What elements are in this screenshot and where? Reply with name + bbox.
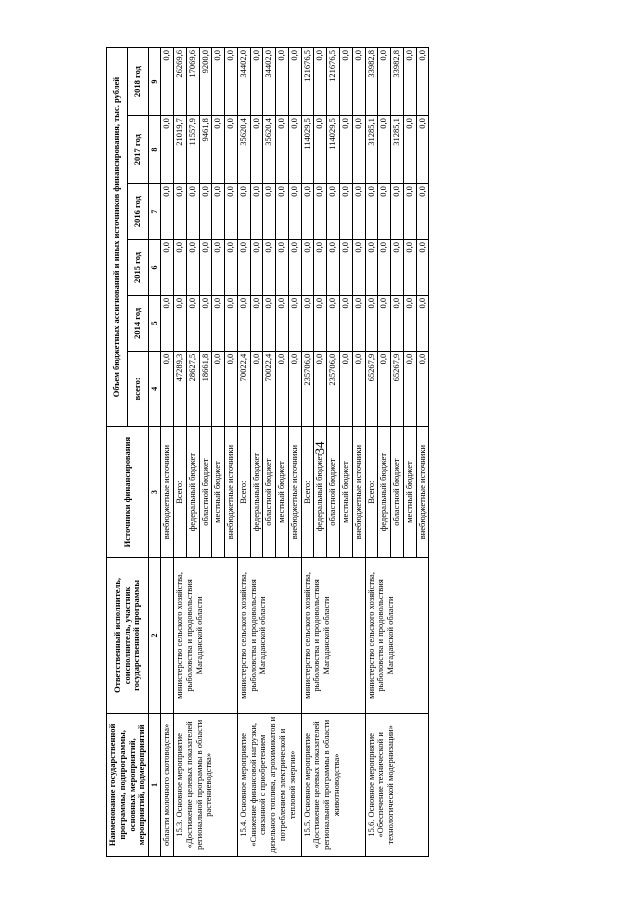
amount-cell: 0,0 (276, 351, 289, 426)
amount-cell: 0,0 (339, 116, 352, 184)
amount-cell: 0,0 (403, 184, 416, 240)
amount-cell: 28627,5 (186, 351, 199, 426)
funding-source-cell: областной бюджет (327, 427, 340, 558)
amount-cell: 0,0 (212, 48, 225, 116)
amount-cell: 0,0 (174, 295, 187, 351)
amount-cell: 0,0 (199, 295, 212, 351)
amount-cell: 0,0 (378, 295, 391, 351)
executor-cell (161, 558, 174, 713)
amount-cell: 34402,0 (237, 48, 250, 116)
amount-cell: 0,0 (378, 240, 391, 296)
amount-cell: 0,0 (225, 184, 238, 240)
amount-cell: 0,0 (288, 184, 301, 240)
amount-cell: 0,0 (161, 116, 174, 184)
funding-source-cell: местный бюджет (212, 427, 225, 558)
amount-cell: 0,0 (339, 295, 352, 351)
col-number: 3 (149, 427, 161, 558)
header-source: Источники финансирования (107, 427, 149, 558)
amount-cell: 0,0 (352, 116, 365, 184)
amount-cell: 0,0 (199, 240, 212, 296)
amount-cell: 0,0 (378, 116, 391, 184)
amount-cell: 235706,0 (301, 351, 314, 426)
funding-source-cell: областной бюджет (263, 427, 276, 558)
amount-cell: 0,0 (314, 48, 327, 116)
amount-cell: 0,0 (288, 116, 301, 184)
amount-cell: 0,0 (161, 240, 174, 296)
amount-cell: 0,0 (403, 116, 416, 184)
funding-source-cell: федеральный бюджет (250, 427, 263, 558)
funding-source-cell: областной бюджет (391, 427, 404, 558)
amount-cell: 0,0 (288, 295, 301, 351)
funding-source-cell: местный бюджет (276, 427, 289, 558)
amount-cell: 21019,7 (174, 116, 187, 184)
amount-cell: 0,0 (339, 184, 352, 240)
header-volume-group: Объем бюджетных ассигнований и иных источников финансирования, тыс. рублей (107, 48, 128, 427)
measure-name-cell: области молочного скотоводства» (161, 713, 174, 856)
header-total: всего: (128, 351, 149, 426)
amount-cell: 0,0 (391, 184, 404, 240)
amount-cell: 0,0 (314, 240, 327, 296)
table-body (161, 48, 429, 857)
amount-cell: 0,0 (403, 240, 416, 296)
amount-cell: 33982,8 (365, 48, 378, 116)
amount-cell: 0,0 (276, 48, 289, 116)
amount-cell: 0,0 (212, 295, 225, 351)
amount-cell: 0,0 (378, 48, 391, 116)
amount-cell: 0,0 (403, 48, 416, 116)
funding-source-cell: федеральный бюджет (186, 427, 199, 558)
funding-source-cell: внебюджетные источники (416, 427, 429, 558)
amount-cell: 0,0 (288, 240, 301, 296)
amount-cell: 0,0 (161, 184, 174, 240)
amount-cell: 31285,1 (391, 116, 404, 184)
amount-cell: 0,0 (161, 351, 174, 426)
amount-cell: 0,0 (225, 240, 238, 296)
header-year-2014: 2014 год (128, 295, 149, 351)
col-number: 2 (149, 558, 161, 713)
funding-source-cell: Всего: (174, 427, 187, 558)
amount-cell: 0,0 (161, 48, 174, 116)
amount-cell: 0,0 (237, 184, 250, 240)
funding-source-cell: Всего: (365, 427, 378, 558)
financing-table (106, 47, 429, 857)
amount-cell: 0,0 (263, 240, 276, 296)
measure-name-cell: 15.4. Основное мероприятие «Снижение финансовой нагрузки, связанной с приобретением дизельного топлива, агрохимикатов и потреблением электрической и тепловой энергии» (237, 713, 301, 856)
header-executor: Ответственный исполнитель, соисполнитель, участник государственной программы (107, 558, 149, 713)
amount-cell: 0,0 (212, 351, 225, 426)
amount-cell: 0,0 (199, 184, 212, 240)
amount-cell: 0,0 (276, 240, 289, 296)
amount-cell: 0,0 (352, 184, 365, 240)
amount-cell: 0,0 (237, 240, 250, 296)
amount-cell: 0,0 (416, 295, 429, 351)
funding-source-cell: Всего: (237, 427, 250, 558)
amount-cell: 17069,6 (186, 48, 199, 116)
page-number: 34 (312, 441, 327, 455)
amount-cell: 9461,8 (199, 116, 212, 184)
amount-cell: 0,0 (314, 295, 327, 351)
amount-cell: 0,0 (225, 351, 238, 426)
executor-cell: министерство сельского хозяйства, рыболовства и продовольствия Магаданской области (174, 558, 238, 713)
amount-cell: 0,0 (314, 116, 327, 184)
amount-cell: 0,0 (276, 116, 289, 184)
col-number: 4 (149, 351, 161, 426)
amount-cell: 0,0 (416, 240, 429, 296)
amount-cell: 0,0 (263, 184, 276, 240)
table-row (237, 48, 250, 857)
table-row (161, 48, 174, 857)
col-number: 1 (149, 713, 161, 856)
amount-cell: 26269,6 (174, 48, 187, 116)
amount-cell: 0,0 (225, 295, 238, 351)
header-year-2017: 2017 год (128, 116, 149, 184)
col-number: 5 (149, 295, 161, 351)
amount-cell: 65267,9 (365, 351, 378, 426)
measure-name-cell: 15.6. Основное мероприятие «Обеспечение технической и технологической модернизации» (365, 713, 429, 856)
amount-cell: 0,0 (276, 295, 289, 351)
amount-cell: 121676,5 (301, 48, 314, 116)
amount-cell: 0,0 (352, 240, 365, 296)
amount-cell: 0,0 (263, 295, 276, 351)
amount-cell: 0,0 (250, 184, 263, 240)
amount-cell: 0,0 (250, 240, 263, 296)
funding-source-cell: федеральный бюджет (378, 427, 391, 558)
amount-cell: 0,0 (327, 184, 340, 240)
col-number: 9 (149, 48, 161, 116)
amount-cell: 0,0 (174, 184, 187, 240)
amount-cell: 11557,9 (186, 116, 199, 184)
amount-cell: 65267,9 (391, 351, 404, 426)
amount-cell: 114029,5 (327, 116, 340, 184)
amount-cell: 0,0 (339, 240, 352, 296)
amount-cell: 235706,0 (327, 351, 340, 426)
amount-cell: 0,0 (225, 116, 238, 184)
amount-cell: 70022,4 (237, 351, 250, 426)
amount-cell: 0,0 (339, 48, 352, 116)
amount-cell: 0,0 (186, 295, 199, 351)
amount-cell: 0,0 (212, 116, 225, 184)
amount-cell: 0,0 (288, 351, 301, 426)
col-number: 8 (149, 116, 161, 184)
funding-source-cell: местный бюджет (339, 427, 352, 558)
amount-cell: 0,0 (352, 48, 365, 116)
amount-cell: 0,0 (301, 295, 314, 351)
funding-source-cell: внебюджетные источники (225, 427, 238, 558)
table-row (365, 48, 378, 857)
executor-cell: министерство сельского хозяйства, рыболовства и продовольствия Магаданской области (237, 558, 301, 713)
amount-cell: 0,0 (225, 48, 238, 116)
amount-cell: 0,0 (250, 116, 263, 184)
amount-cell: 0,0 (365, 295, 378, 351)
measure-name-cell: 15.3. Основное мероприятие «Достижение целевых показателей региональной программы в области растениеводства» (174, 713, 238, 856)
amount-cell: 0,0 (276, 184, 289, 240)
amount-cell: 0,0 (416, 351, 429, 426)
header-name: Наименование государственной программы, подпрограммы, основных мероприятий, мероприятий, подмероприятий (107, 713, 149, 856)
amount-cell: 0,0 (250, 295, 263, 351)
amount-cell: 0,0 (237, 295, 250, 351)
amount-cell: 0,0 (391, 240, 404, 296)
amount-cell: 0,0 (250, 351, 263, 426)
col-number: 6 (149, 240, 161, 296)
column-number-row (149, 48, 161, 857)
amount-cell: 0,0 (212, 240, 225, 296)
amount-cell: 0,0 (339, 351, 352, 426)
table-row (174, 48, 187, 857)
amount-cell: 31285,1 (365, 116, 378, 184)
amount-cell: 0,0 (352, 351, 365, 426)
amount-cell: 0,0 (403, 295, 416, 351)
amount-cell: 18661,8 (199, 351, 212, 426)
amount-cell: 0,0 (365, 184, 378, 240)
amount-cell: 0,0 (416, 184, 429, 240)
executor-cell: министерство сельского хозяйства, рыболовства и продовольствия Магаданской области (301, 558, 365, 713)
amount-cell: 0,0 (416, 116, 429, 184)
amount-cell: 0,0 (327, 240, 340, 296)
funding-source-cell: Всего: (301, 427, 314, 558)
amount-cell: 0,0 (416, 48, 429, 116)
col-number: 7 (149, 184, 161, 240)
amount-cell: 0,0 (378, 351, 391, 426)
amount-cell: 35620,4 (263, 116, 276, 184)
amount-cell: 0,0 (314, 351, 327, 426)
amount-cell: 114029,5 (301, 116, 314, 184)
funding-source-cell: областной бюджет (199, 427, 212, 558)
table-row (301, 48, 314, 857)
amount-cell: 0,0 (378, 184, 391, 240)
funding-source-cell: федеральный бюджет (314, 427, 327, 558)
funding-source-cell: внебюджетные источники (161, 427, 174, 558)
amount-cell: 33982,8 (391, 48, 404, 116)
amount-cell: 0,0 (301, 240, 314, 296)
amount-cell: 70022,4 (263, 351, 276, 426)
amount-cell: 0,0 (314, 184, 327, 240)
amount-cell: 0,0 (391, 295, 404, 351)
executor-cell: министерство сельского хозяйства, рыболовства и продовольствия Магаданской области (365, 558, 429, 713)
header-year-2016: 2016 год (128, 184, 149, 240)
amount-cell: 121676,5 (327, 48, 340, 116)
amount-cell: 0,0 (212, 184, 225, 240)
amount-cell: 0,0 (352, 295, 365, 351)
amount-cell: 9200,0 (199, 48, 212, 116)
amount-cell: 0,0 (365, 240, 378, 296)
amount-cell: 0,0 (250, 48, 263, 116)
amount-cell: 0,0 (403, 351, 416, 426)
amount-cell: 0,0 (186, 240, 199, 296)
funding-source-cell: внебюджетные источники (288, 427, 301, 558)
funding-source-cell: местный бюджет (403, 427, 416, 558)
header-year-2018: 2018 год (128, 48, 149, 116)
amount-cell: 0,0 (288, 48, 301, 116)
funding-source-cell: внебюджетные источники (352, 427, 365, 558)
measure-name-cell: 15.5. Основное мероприятие «Достижение целевых показателей региональной программы в области животноводства» (301, 713, 365, 856)
amount-cell: 35620,4 (237, 116, 250, 184)
amount-cell: 0,0 (174, 240, 187, 296)
amount-cell: 0,0 (186, 184, 199, 240)
amount-cell: 47289,3 (174, 351, 187, 426)
amount-cell: 0,0 (327, 295, 340, 351)
rotated-table-wrapper (106, 47, 566, 857)
amount-cell: 0,0 (301, 184, 314, 240)
amount-cell: 34402,0 (263, 48, 276, 116)
amount-cell: 0,0 (161, 295, 174, 351)
header-year-2015: 2015 год (128, 240, 149, 296)
